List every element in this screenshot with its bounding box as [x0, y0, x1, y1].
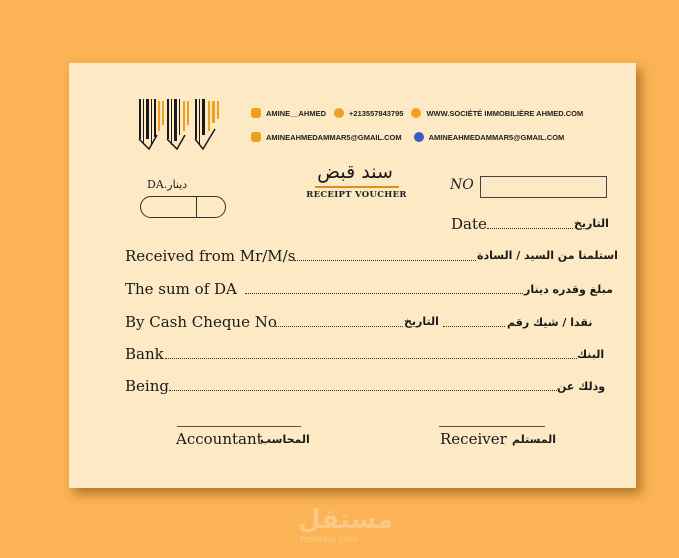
title-english: RECEIPT VOUCHER — [306, 190, 407, 200]
bank-label: Bank — [125, 345, 164, 363]
receiver-label: Receiver — [440, 430, 507, 448]
amount-box-divider — [196, 197, 197, 217]
number-label: NO — [450, 177, 474, 193]
instagram-icon — [251, 132, 261, 142]
contact-email-2: AMINEAHMEDAMMAR5@GMAIL.COM — [428, 132, 565, 142]
date-field[interactable] — [487, 228, 573, 229]
sum-label: The sum of DA — [125, 280, 237, 298]
received-from-field[interactable] — [294, 260, 476, 261]
received-from-label: Received from Mr/M/s — [125, 247, 296, 265]
cash-cheque-label-ar: نقدا / شيك رقم — [507, 316, 593, 329]
whatsapp-icon — [334, 108, 344, 118]
contact-website: WWW.SOCIÉTÉ IMMOBILIÈRE AHMED.COM — [426, 108, 584, 118]
bank-label-ar: البنك — [577, 348, 605, 361]
cheque-date-label-ar: التاريخ — [404, 315, 439, 328]
watermark-url: mostaql.com — [300, 535, 359, 545]
number-field[interactable] — [480, 176, 607, 198]
cheque-date-field[interactable] — [443, 326, 505, 327]
cash-cheque-label: By Cash Cheque No — [125, 313, 277, 331]
contact-row-1 — [251, 108, 591, 118]
contact-phone: +213557843795 — [349, 108, 404, 118]
being-label: Being — [125, 377, 169, 395]
amount-box[interactable] — [140, 196, 226, 218]
receiver-label-ar: المستلم — [512, 433, 557, 446]
received-from-label-ar: استلمنا من السيد / السادة — [477, 249, 618, 262]
contact-name: AMINE__AHMED — [266, 108, 327, 118]
company-logo — [137, 99, 221, 151]
cheque-number-field[interactable] — [275, 326, 403, 327]
bank-field[interactable] — [165, 358, 577, 359]
accountant-label-ar: المحاسب — [260, 433, 310, 446]
title-arabic: سند قبض — [317, 161, 393, 183]
globe-icon — [411, 108, 421, 118]
accountant-label: Accountant — [176, 430, 263, 448]
sum-field[interactable] — [245, 293, 523, 294]
contact-row-2 — [251, 132, 572, 142]
message-icon — [251, 108, 261, 118]
title-underline — [315, 186, 399, 188]
being-label-ar: وذلك عن — [557, 380, 606, 393]
facebook-icon — [414, 132, 424, 142]
sum-label-ar: مبلغ وقدره دينار — [524, 283, 613, 296]
being-field[interactable] — [169, 390, 557, 391]
receiver-signature-line[interactable] — [439, 426, 545, 427]
accountant-signature-line[interactable] — [177, 426, 301, 427]
date-label-ar: التاريخ — [574, 217, 609, 230]
currency-label: DA.دينار — [147, 178, 188, 191]
receipt-voucher-card — [69, 63, 636, 488]
watermark: مستقل — [298, 505, 394, 535]
date-label: Date — [451, 215, 487, 233]
contact-email-1: AMINEAHMEDAMMAR5@GMAIL.COM — [266, 132, 402, 142]
